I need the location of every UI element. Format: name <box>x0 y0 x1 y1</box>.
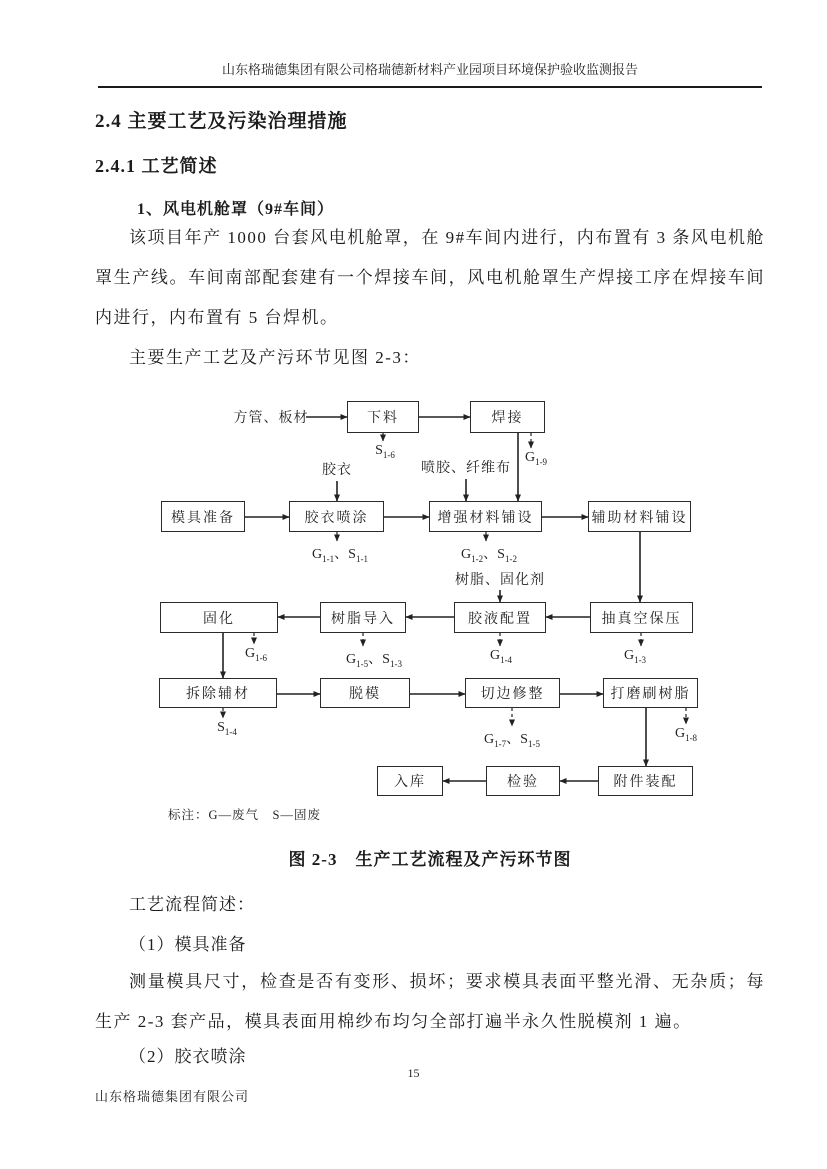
flow-emission-e_hanjie: $G_{1-9}$ <box>524 450 548 467</box>
page-header-title: 山东格瑞德集团有限公司格瑞德新材料产业园项目环境保护验收监测报告 <box>221 62 638 77</box>
flow-emission-e_zengqiang: $G_{1-2}$、$S_{1-2}$ <box>461 547 517 564</box>
flow-box-jiaoyi: 胶衣喷涂 <box>289 501 384 532</box>
flow-box-ruku: 入库 <box>377 766 443 796</box>
flow-input-shuzhi_in: 树脂、固化剂 <box>455 573 545 588</box>
flow-emission-e_jiaoye: $G_{1-4}$ <box>489 648 513 665</box>
flow-emission-e_chouzhen: $G_{1-3}$ <box>623 648 647 665</box>
step2-heading: （2）胶衣喷涂 <box>129 1047 247 1066</box>
flow-box-xialiao: 下料 <box>347 401 419 433</box>
flow-box-chouzhen: 抽真空保压 <box>590 602 693 633</box>
flow-input-fangguan: 方管、板材 <box>233 411 309 426</box>
flow-box-moju: 模具准备 <box>161 501 245 532</box>
paragraph-overview: 该项目年产 1000 台套风电机舱罩，在 9#车间内进行，内布置有 3 条风电机舱罩生产线。车间南部配套建有一个焊接车间，风电机舱罩生产焊接工序在焊接车间内进行，内布置有 5 台焊机。 <box>95 228 765 327</box>
flow-box-damo: 打磨刷树脂 <box>603 678 698 708</box>
flowchart <box>0 390 827 835</box>
flow-box-jiaoye: 胶液配置 <box>454 602 546 633</box>
flow-box-tuomo: 脱模 <box>320 678 410 708</box>
flow-box-qiebian: 切边修整 <box>465 678 560 708</box>
flow-emission-e_damo: $G_{1-8}$ <box>674 726 698 743</box>
flow-emission-e_guhua: $G_{1-6}$ <box>244 646 268 663</box>
figure-caption: 图 2-3 生产工艺流程及产污环节图 <box>288 850 572 869</box>
paragraph-figure-ref: 主要生产工艺及产污环节见图 2-3： <box>129 348 421 367</box>
flow-box-fujian: 附件装配 <box>598 766 693 796</box>
flow-box-jianyan: 检验 <box>486 766 560 796</box>
step1-paragraph: 测量模具尺寸，检查是否有变形、损坏；要求模具表面平整光滑、无杂质；每生产 2-3 套产品，模具表面用棉纱布均匀全部打遍半永久性脱模剂 1 遍。 <box>95 972 765 1031</box>
flow-box-fuzhu: 辅助材料铺设 <box>588 501 691 532</box>
header-rule <box>98 86 762 88</box>
flow-box-shuzhi: 树脂导入 <box>320 602 406 633</box>
flow-intro: 工艺流程简述： <box>129 895 255 914</box>
flow-input-jiaoyi_in: 胶衣 <box>322 463 352 478</box>
flow-input-penjiao: 喷胶、纤维布 <box>421 461 511 476</box>
page-footer-company: 山东格瑞德集团有限公司 <box>95 1089 250 1104</box>
flow-box-zengqiang: 增强材料铺设 <box>429 501 542 532</box>
page-number: 15 <box>407 1066 420 1080</box>
flow-emission-e_jiaoyi: $G_{1-1}$、$S_{1-1}$ <box>312 547 368 564</box>
subsection-heading: 2.4.1 工艺简述 <box>95 156 218 176</box>
step1-heading: （1）模具准备 <box>129 935 247 954</box>
flow-box-hanjie: 焊接 <box>470 401 545 433</box>
section-heading: 2.4 主要工艺及污染治理措施 <box>95 111 348 132</box>
flow-emission-e_chaichu: $S_{1-4}$ <box>217 720 237 737</box>
flow-emission-e_qiebian: $G_{1-7}$、$S_{1-5}$ <box>484 732 540 749</box>
flow-box-guhua: 固化 <box>160 602 278 633</box>
flow-box-chaichu: 拆除辅材 <box>159 678 277 708</box>
flowchart-legend-note: 标注：G—废气 S—固废 <box>168 808 321 822</box>
flow-emission-e_shuzhi: $G_{1-5}$、$S_{1-3}$ <box>346 652 402 669</box>
item-heading: 1、风电机舱罩（9#车间） <box>137 201 335 218</box>
flow-emission-e_xialiao: $S_{1-6}$ <box>375 443 395 460</box>
